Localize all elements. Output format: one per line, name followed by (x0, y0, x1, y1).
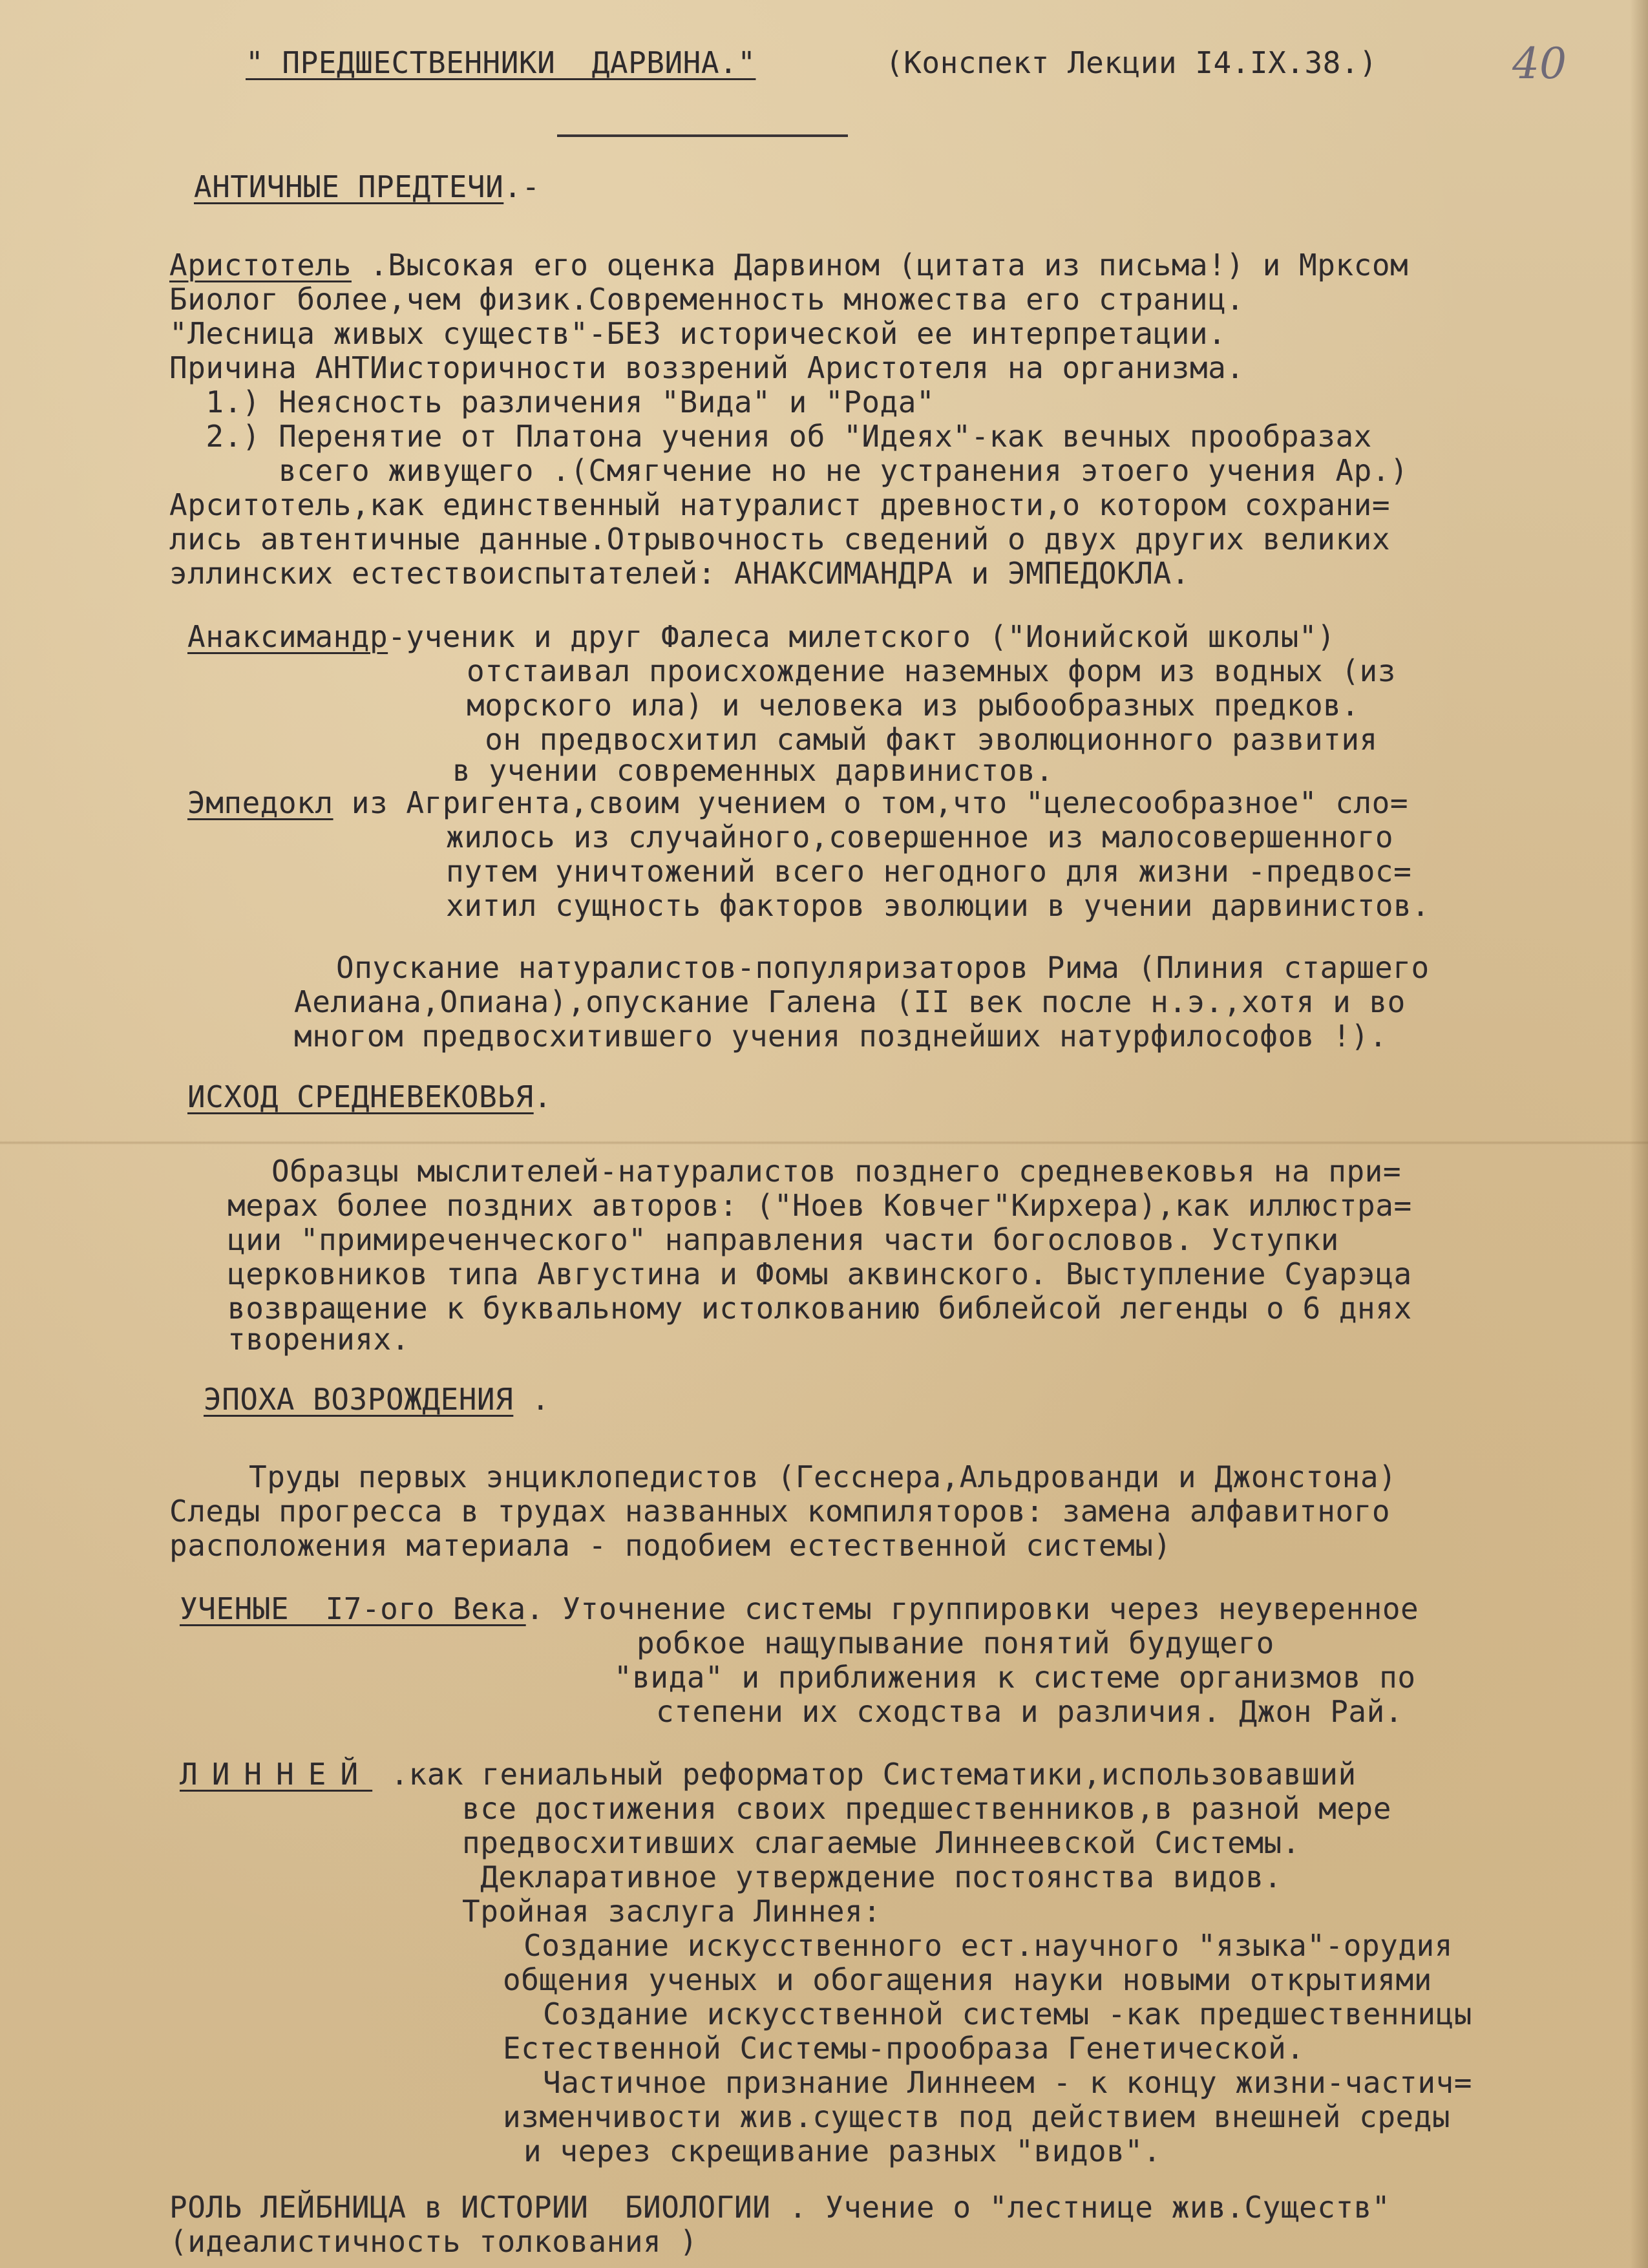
section-heading-antique (194, 169, 540, 204)
text-line: хитил сущность факторов эволюции в учении дарвинистов. (446, 888, 1430, 923)
text-line (187, 785, 1408, 820)
text-line: в учении современных дарвинистов. (452, 753, 1054, 788)
text-line: возвращение к буквальному истолкованию библейсой легенды о 6 днях (227, 1291, 1412, 1326)
text-line: он предвосхитил самый факт эволюционного развития (467, 722, 1378, 757)
text-line: Декларативное утверждение постоянства видов. (462, 1860, 1282, 1894)
text-line: Аелиана,Опиана),опускание Галена (II век после н.э.,хотя и во (294, 984, 1406, 1019)
text-line: (идеалистичность толкования ) (169, 2224, 698, 2259)
text-line (180, 1591, 1419, 1626)
text-line: РОЛЬ ЛЕЙБНИЦА в ИСТОРИИ БИОЛОГИИ . Учение о "лестнице жив.Существ" (169, 2190, 1391, 2225)
heading-suffix: .- (503, 169, 540, 204)
text-line: 2.) Перенятие от Платона учения об "Идеях"-как вечных прообразах (169, 419, 1372, 454)
text-line: робкое нащупывание понятий будущего (637, 1626, 1274, 1660)
line-text: из Агригента,своим учением о том,что "целесообразное" сло= (333, 785, 1409, 820)
page-number: 40 (1512, 39, 1567, 89)
line-text: . Уточнение системы группировки через неуверенное (525, 1591, 1419, 1626)
text-line: Образцы мыслителей-натуралистов позднего средневековья на при= (271, 1154, 1402, 1189)
text-line: общения ученых и обогащения науки новыми открытиями (503, 1962, 1432, 1997)
text-line: морского ила) и человека из рыбообразных предков. (467, 688, 1360, 723)
line-text: .как гениальный реформатор Систематики,использовавший (372, 1757, 1357, 1792)
section-heading-medieval (187, 1079, 552, 1114)
aristotle-name: Аристотель (169, 248, 352, 282)
text-line: Естественной Системы-прообраза Генетической. (503, 2031, 1305, 2066)
heading-suffix: . (533, 1079, 552, 1114)
text-line: всего живущего .(Смягчение но не устранения этоего учения Ар.) (169, 453, 1409, 488)
text-line: Опускание натуралистов-популяризаторов Рима (Плиния старшего (336, 950, 1430, 985)
text-line (180, 1757, 1357, 1792)
text-line (187, 619, 1335, 654)
heading-suffix: . (513, 1382, 550, 1417)
text-line: Частичное признание Линнеем - к концу жизни-частич= (543, 2065, 1472, 2100)
text-line: степени их сходства и различия. Джон Рай. (656, 1694, 1403, 1729)
text-line (169, 248, 1408, 282)
text-line: лись автентичные данные.Отрывочность сведений о двух других великих (169, 522, 1391, 556)
heading-text: АНТИЧНЫЕ ПРЕДТЕЧИ (194, 169, 504, 204)
text-line: эллинских естествоиспытателей: АНАКСИМАНДРА и ЭМПЕДОКЛА. (169, 556, 1190, 591)
text-line: Создание искусственной системы -как предшественницы (543, 1997, 1472, 2031)
text-line: Арситотель,как единственный натуралист древности,о котором сохрани= (169, 487, 1391, 522)
text-line: Причина АНТИисторичности воззрений Аристотеля на организма. (169, 350, 1245, 385)
text-line: церковников типа Августина и Фомы аквинского. Выступление Суарэца (227, 1256, 1412, 1291)
text-line: все достижения своих предшественников,в разной мере (462, 1791, 1391, 1826)
text-line: многом предвосхитившего учения позднейших натурфилософов !). (294, 1019, 1388, 1054)
section-heading-renaissance (204, 1382, 550, 1417)
empedocles-name: Эмпедокл (187, 785, 333, 820)
text-line: Следы прогресса в трудах названных компиляторов: замена алфавитного (169, 1494, 1391, 1529)
heading-text: ЭПОХА ВОЗРОЖДЕНИЯ (204, 1382, 514, 1417)
anaximander-name: Анаксимандр (187, 619, 388, 654)
line-text: .Высокая его оценка Дарвином (цитата из письма!) и Мрксом (351, 248, 1409, 282)
page-edge (1630, 0, 1648, 2268)
text-line: жилось из случайного,совершенное из малосовершенного (446, 820, 1394, 854)
text-line: путем уничтожений всего негодного для жизни -предвос= (446, 854, 1412, 889)
text-line: Биолог более,чем физик.Современность множества его страниц. (169, 282, 1245, 317)
heading-text: ИСХОД СРЕДНЕВЕКОВЬЯ (187, 1079, 534, 1114)
text-line: ции "примиреченческого" направления части богословов. Уступки (227, 1222, 1339, 1257)
text-line: Труды первых энциклопедистов (Гесснера,Альдрованди и Джонстона) (249, 1459, 1397, 1494)
text-line: изменчивости жив.существ под действием внешней среды (503, 2099, 1451, 2134)
text-line: предвосхитивших слагаемые Линнеевской Системы. (462, 1825, 1300, 1860)
text-line: "Лесница живых существ"-БЕЗ исторической ее интерпретации. (169, 316, 1227, 351)
document-subtitle: (Конспект Лекции I4.IX.38.) (885, 45, 1378, 80)
document-title: " ПРЕДШЕСТВЕННИКИ ДАРВИНА." (246, 45, 756, 80)
title-rule (557, 134, 848, 137)
text-line: "вида" и приближения к системе организмов по (614, 1660, 1416, 1695)
fold-line (0, 1141, 1648, 1145)
line-text: -ученик и друг Фалеса милетского ("Ионийской школы") (388, 619, 1336, 654)
heading-linnaeus: ЛИННЕЙ (180, 1757, 373, 1792)
text-line: расположения материала - подобием естественной системы) (169, 1528, 1172, 1563)
text-line: Тройная заслуга Линнея: (462, 1894, 882, 1929)
text-line: мерах более поздних авторов: ("Ноев Ковчег"Кирхера),как иллюстра= (227, 1188, 1412, 1223)
text-line: Создание искусственного ест.научного "языка"-орудия (523, 1928, 1453, 1963)
text-line: 1.) Неясность различения "Вида" и "Рода" (169, 385, 935, 419)
heading-seventeenth: УЧЕНЫЕ I7-ого Века (180, 1591, 526, 1626)
text-line: и через скрещивание разных "видов". (523, 2134, 1161, 2168)
text-line: творениях. (227, 1322, 410, 1357)
text-line: отстаивал происхождение наземных форм из водных (из (467, 653, 1396, 688)
